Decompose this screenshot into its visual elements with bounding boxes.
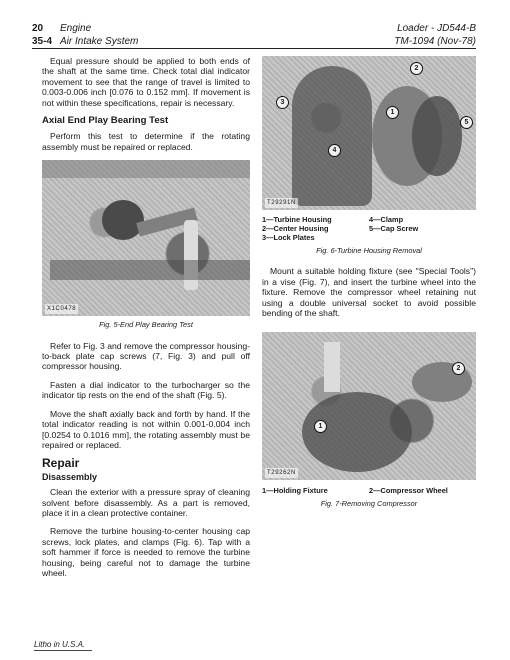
section-title: Engine <box>60 23 92 34</box>
figure-7-caption: Fig. 7-Removing Compressor <box>320 499 418 509</box>
left-column <box>42 56 250 586</box>
figure-5-id: X1C0478 <box>45 304 78 314</box>
footer-rule <box>34 650 92 651</box>
legend-item: 1—Turbine Housing <box>262 215 332 224</box>
figure-6-legend <box>262 215 476 242</box>
paragraph: Refer to Fig. 3 and remove the compressor housing-to-back plate cap screws (7, Fig. 3) and pull off compressor housing. <box>42 340 250 372</box>
paragraph: Perform this test to determine if the rotating assembly must be repaired or replaced. <box>42 131 250 152</box>
figure-6-callout: 3 <box>276 96 289 109</box>
header-rule <box>32 48 476 49</box>
figure-7-callout: 1 <box>314 420 327 433</box>
figure-6-callout: 2 <box>410 62 423 75</box>
figure-5-photo <box>42 160 250 316</box>
heading-repair: Repair <box>42 456 80 471</box>
paragraph: Mount a suitable holding fixture (see "Special Tools") in a vise (Fig. 7), and insert the turbine wheel into the fixture. Remove the compressor wheel retaining nut using a double universal socket to avoid possible bending of the shaft. <box>262 266 476 319</box>
footer-litho: Litho in U.S.A. <box>34 640 86 649</box>
paragraph: Fasten a dial indicator to the turbocharger so the indicator tip rests on the end of the shaft (Fig. 5). <box>42 379 250 401</box>
figure-5-caption: Fig. 5-End Play Bearing Test <box>99 320 193 330</box>
model-name: Loader - JD544-B <box>397 23 476 34</box>
manual-number: TM-1094 <box>394 36 435 47</box>
legend-item: 3—Lock Plates <box>262 233 315 242</box>
figure-7-photo <box>262 332 476 480</box>
page-number: 20 <box>32 23 44 34</box>
legend-item: 2—Compressor Wheel <box>369 486 448 496</box>
right-column <box>262 56 476 520</box>
legend-item: 5—Cap Screw <box>369 224 419 233</box>
figure-7-legend <box>262 486 476 495</box>
figure-6-id: T29291N <box>265 198 298 208</box>
manual-date: (Nov-78) <box>437 36 476 47</box>
figure-6-photo <box>262 56 476 210</box>
figure-6-callout: 4 <box>328 144 341 157</box>
heading-disassembly: Disassembly <box>42 471 98 482</box>
heading-axial-end-play: Axial End Play Bearing Test <box>42 115 169 127</box>
section-code: 35-4 <box>32 36 53 47</box>
legend-item: 2—Center Housing <box>262 224 329 233</box>
figure-6-callout: 5 <box>460 116 473 129</box>
figure-7-callout: 2 <box>452 362 465 375</box>
page-header-right <box>394 22 476 48</box>
paragraph: Equal pressure should be applied to both ends of the shaft at the same time. Check total dial indicator movement to see that the range of travel is limited to 0.003-0.006 inch [0.076 to 0.152 mm]. If movement is not within these specifications, repair is necessary. <box>42 56 250 108</box>
figure-6-caption: Fig. 6-Turbine Housing Removal <box>316 246 422 255</box>
figure-6-callout: 1 <box>386 106 399 119</box>
figure-7-id: T29262N <box>265 468 298 478</box>
legend-item: 4—Clamp <box>369 215 404 224</box>
subsection-title: Air Intake System <box>60 36 139 47</box>
paragraph: Remove the turbine housing-to-center housing cap screws, lock plates, and clamps (Fig. 6). Tap with a soft hammer if force is needed to remove the turbine housing, being careful not to damage the turbine wheel. <box>42 526 250 578</box>
legend-item: 1—Holding Fixture <box>262 486 328 496</box>
legend-item <box>369 233 476 242</box>
page-header-left <box>32 22 138 48</box>
paragraph: Move the shaft axially back and forth by hand. If the total indicator reading is not within 0.001-0.004 inch [0.0254 to 0.1016 mm], the rotating assembly must be repaired or replaced. <box>42 408 250 450</box>
paragraph: Clean the exterior with a pressure spray of cleaning solvent before disassembly. As a part is removed, place it in a clean protective container. <box>42 487 250 518</box>
